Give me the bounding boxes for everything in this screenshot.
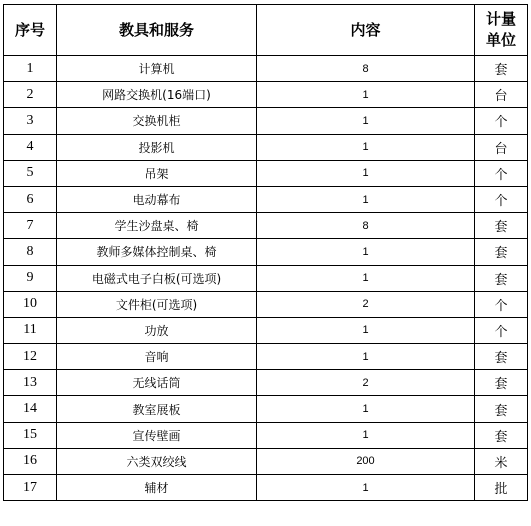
row-index-cell: 11 <box>4 317 57 343</box>
row-index-cell: 4 <box>4 134 57 160</box>
row-item-cell: 教室展板 <box>57 396 257 422</box>
header-item: 教具和服务 <box>57 5 257 56</box>
row-item-cell: 功放 <box>57 317 257 343</box>
row-content-cell: 1 <box>257 134 475 160</box>
row-unit-cell: 套 <box>475 56 528 82</box>
table-row <box>4 56 528 82</box>
row-unit-cell: 米 <box>475 448 528 474</box>
row-content-cell: 1 <box>257 186 475 212</box>
row-item-cell: 电磁式电子白板(可选项) <box>57 265 257 291</box>
row-index-cell: 7 <box>4 213 57 239</box>
table-row <box>4 370 528 396</box>
table-row <box>4 422 528 448</box>
row-item-cell: 投影机 <box>57 134 257 160</box>
row-content-cell: 1 <box>257 265 475 291</box>
row-content-cell: 8 <box>257 56 475 82</box>
row-unit-cell: 套 <box>475 213 528 239</box>
row-content-cell: 1 <box>257 344 475 370</box>
row-unit-cell: 台 <box>475 82 528 108</box>
row-index-cell: 16 <box>4 448 57 474</box>
table-row <box>4 108 528 134</box>
row-unit-cell: 套 <box>475 265 528 291</box>
row-content-cell: 1 <box>257 160 475 186</box>
table-row <box>4 82 528 108</box>
row-content-cell: 1 <box>257 475 475 501</box>
table-row <box>4 160 528 186</box>
table-row <box>4 239 528 265</box>
row-unit-cell: 个 <box>475 186 528 212</box>
equipment-table <box>3 4 528 501</box>
row-item-cell: 网路交换机(16端口) <box>57 82 257 108</box>
row-unit-cell: 套 <box>475 344 528 370</box>
row-content-cell: 200 <box>257 448 475 474</box>
row-index-cell: 3 <box>4 108 57 134</box>
row-index-cell: 8 <box>4 239 57 265</box>
row-content-cell: 8 <box>257 213 475 239</box>
row-unit-cell: 台 <box>475 134 528 160</box>
row-unit-cell: 套 <box>475 396 528 422</box>
row-item-cell: 电动幕布 <box>57 186 257 212</box>
row-item-cell: 学生沙盘桌、椅 <box>57 213 257 239</box>
header-unit <box>475 5 528 56</box>
table-row <box>4 186 528 212</box>
row-index-cell: 13 <box>4 370 57 396</box>
row-index-cell: 17 <box>4 475 57 501</box>
row-unit-cell: 套 <box>475 370 528 396</box>
row-unit-cell: 套 <box>475 239 528 265</box>
row-item-cell: 无线话筒 <box>57 370 257 396</box>
row-unit-cell: 个 <box>475 108 528 134</box>
row-content-cell: 1 <box>257 239 475 265</box>
row-content-cell: 2 <box>257 370 475 396</box>
row-index-cell: 2 <box>4 82 57 108</box>
row-content-cell: 1 <box>257 422 475 448</box>
row-content-cell: 1 <box>257 317 475 343</box>
row-unit-cell: 批 <box>475 475 528 501</box>
row-index-cell: 5 <box>4 160 57 186</box>
row-item-cell: 计算机 <box>57 56 257 82</box>
row-content-cell: 1 <box>257 108 475 134</box>
row-item-cell: 教师多媒体控制桌、椅 <box>57 239 257 265</box>
row-item-cell: 六类双绞线 <box>57 448 257 474</box>
table-row <box>4 448 528 474</box>
row-unit-cell: 个 <box>475 291 528 317</box>
header-unit-line2: 单位 <box>485 31 516 49</box>
row-item-cell: 宣传壁画 <box>57 422 257 448</box>
row-item-cell: 吊架 <box>57 160 257 186</box>
row-index-cell: 10 <box>4 291 57 317</box>
table-row <box>4 475 528 501</box>
row-index-cell: 15 <box>4 422 57 448</box>
row-item-cell: 文件柜(可选项) <box>57 291 257 317</box>
row-index-cell: 12 <box>4 344 57 370</box>
row-index-cell: 9 <box>4 265 57 291</box>
table-row <box>4 344 528 370</box>
row-unit-cell: 个 <box>475 317 528 343</box>
header-unit-line1: 计量 <box>485 10 516 28</box>
row-index-cell: 14 <box>4 396 57 422</box>
table-row <box>4 213 528 239</box>
row-item-cell: 音响 <box>57 344 257 370</box>
table-row <box>4 134 528 160</box>
row-unit-cell: 套 <box>475 422 528 448</box>
row-content-cell: 2 <box>257 291 475 317</box>
header-row <box>4 5 528 56</box>
row-item-cell: 交换机柜 <box>57 108 257 134</box>
table-row <box>4 265 528 291</box>
header-index: 序号 <box>4 5 57 56</box>
table-row <box>4 291 528 317</box>
row-index-cell: 1 <box>4 56 57 82</box>
row-item-cell: 辅材 <box>57 475 257 501</box>
table-row <box>4 317 528 343</box>
header-content: 内容 <box>257 5 475 56</box>
row-index-cell: 6 <box>4 186 57 212</box>
table-row <box>4 396 528 422</box>
row-content-cell: 1 <box>257 396 475 422</box>
row-content-cell: 1 <box>257 82 475 108</box>
row-unit-cell: 个 <box>475 160 528 186</box>
